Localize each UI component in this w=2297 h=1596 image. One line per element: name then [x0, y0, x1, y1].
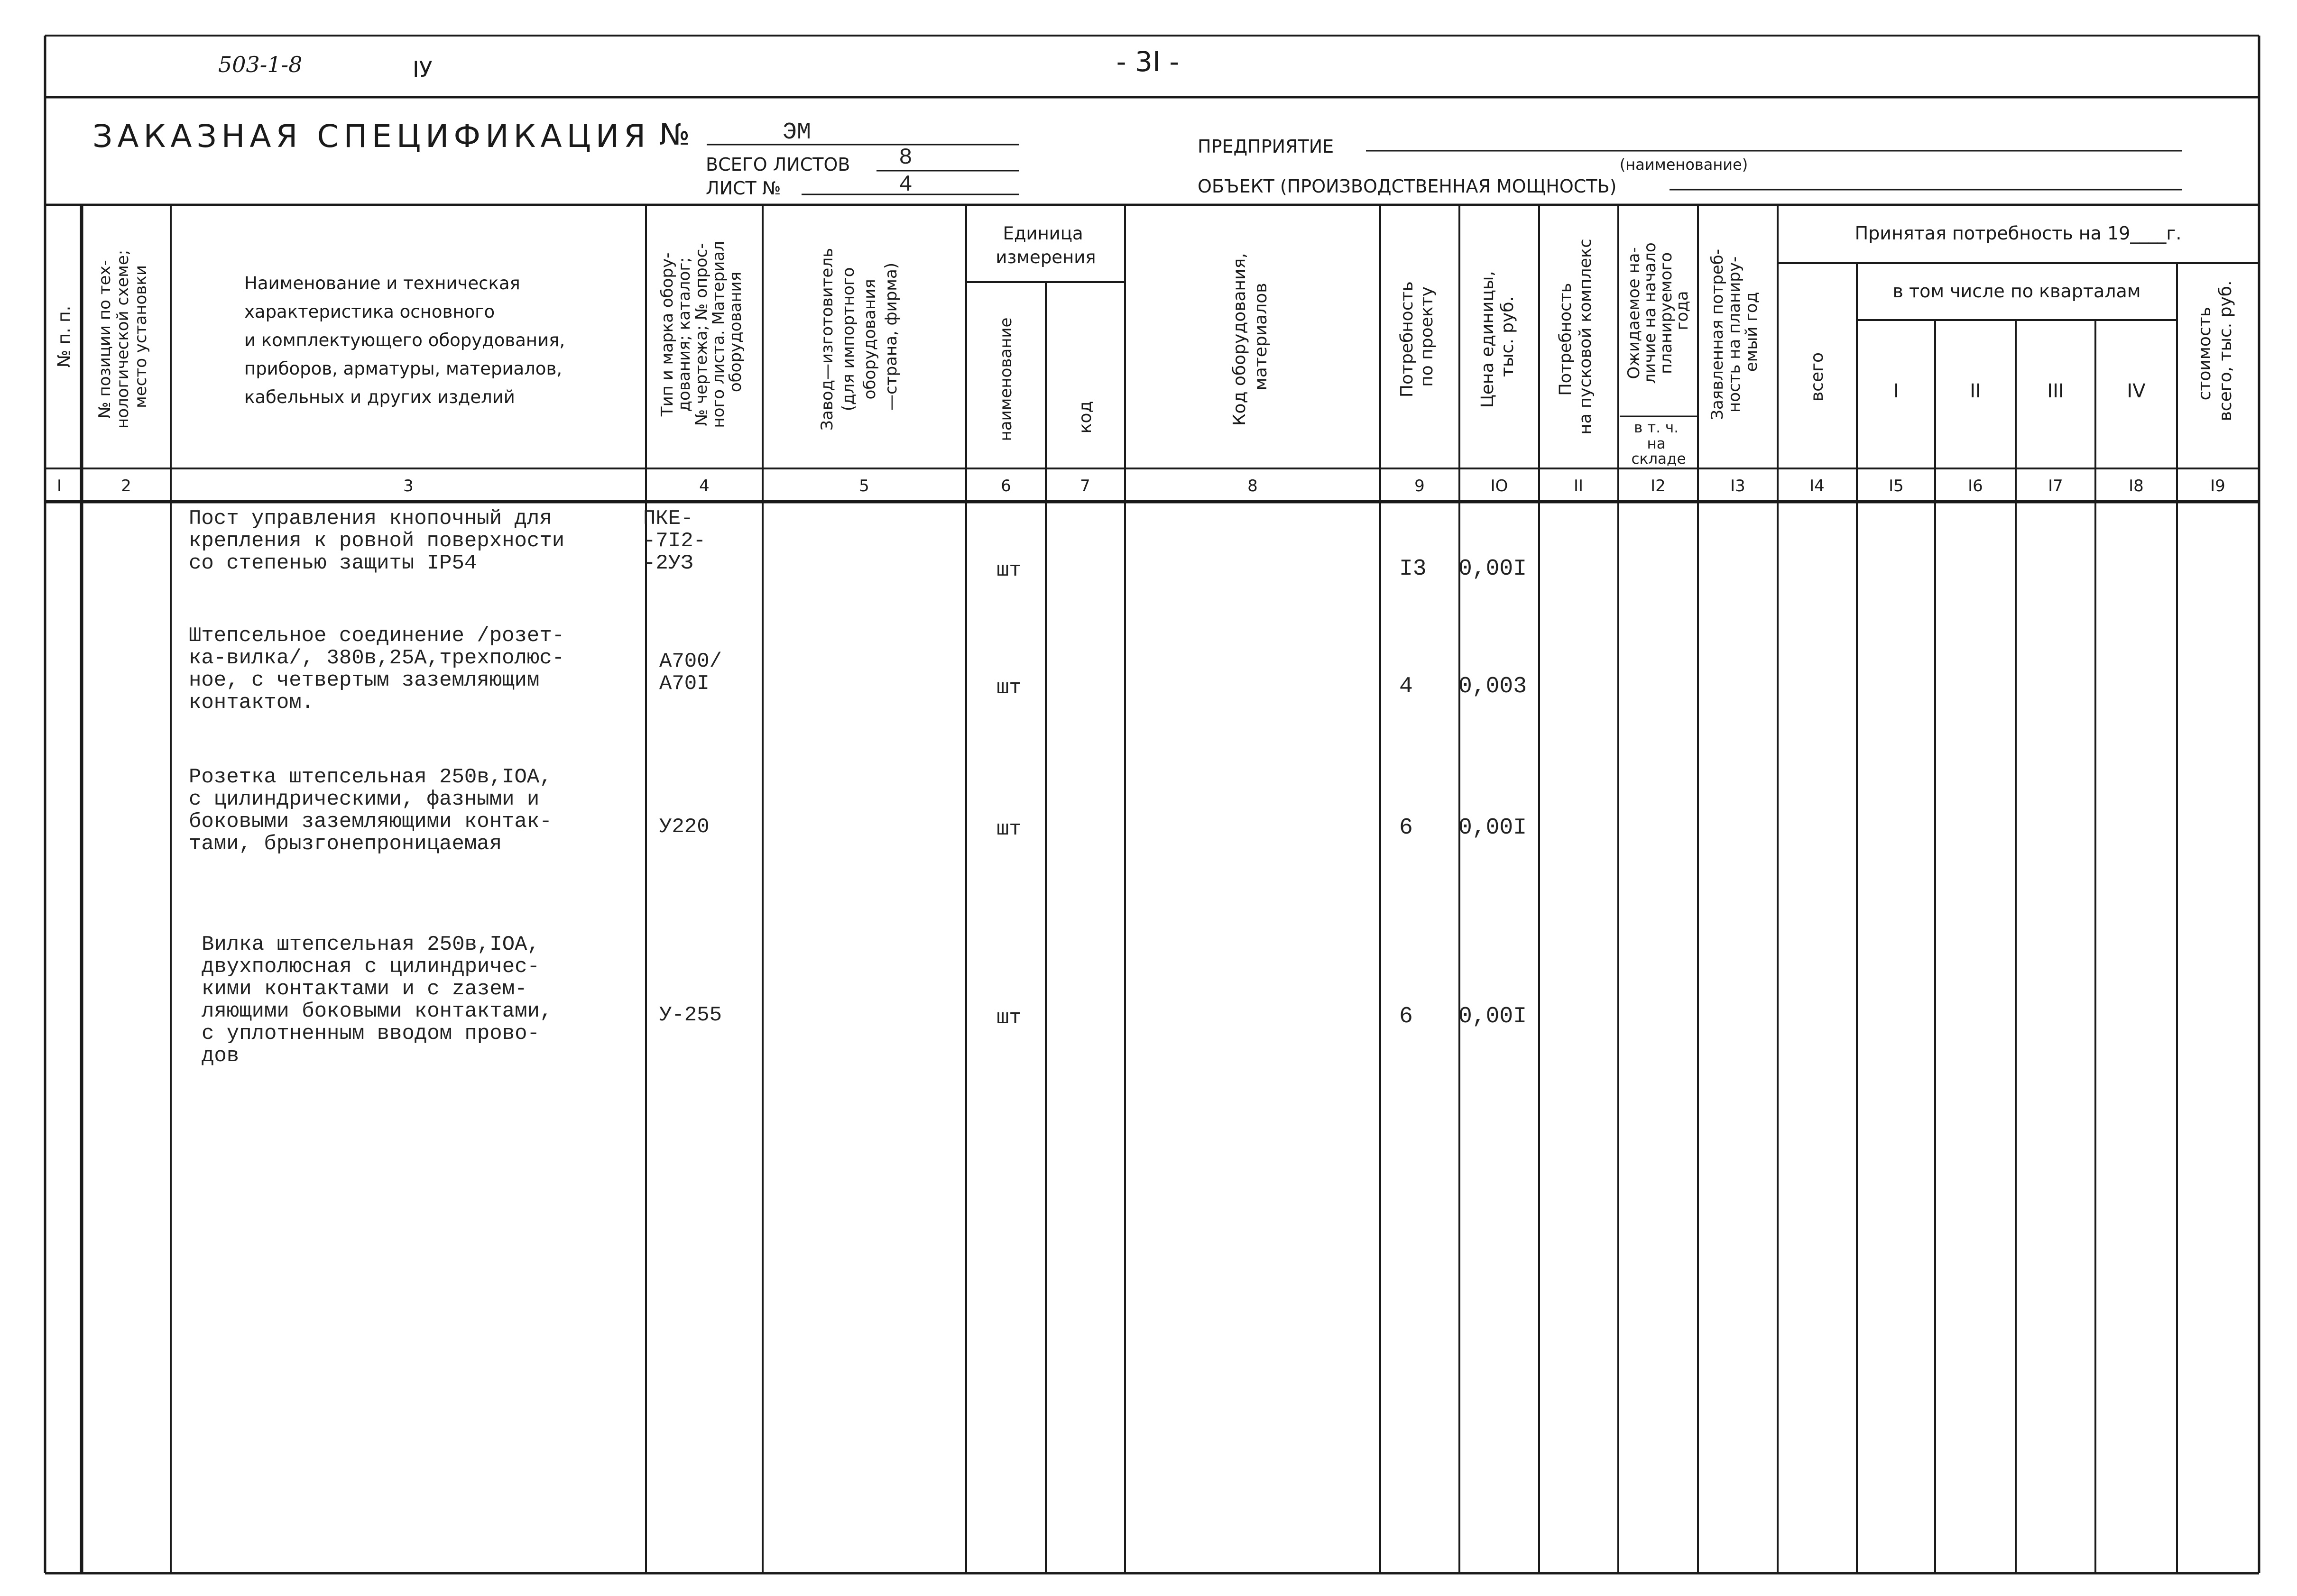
col-heading-q2: II: [1970, 380, 1981, 402]
svg-text:I4: I4: [1809, 477, 1825, 495]
album-number: IУ: [413, 56, 433, 82]
item-type: У220: [659, 815, 710, 839]
svg-text:I8: I8: [2129, 477, 2144, 495]
total-sheets-value: 8: [899, 145, 913, 171]
svg-text:I6: I6: [1968, 477, 1983, 495]
item-price: 0,00I: [1458, 556, 1527, 582]
item-quantity: 4: [1399, 674, 1413, 699]
item-name: Вилка штепсельная 250в,IОА, двухполюсная с цилиндричес- кими контактами и с zазем- ляющими боковыми контактами, с уплотненным вводом прово- дов: [202, 933, 553, 1068]
svg-text:I7: I7: [2048, 477, 2063, 495]
svg-text:7: 7: [1080, 477, 1090, 495]
page-number: - 3I -: [1116, 46, 1180, 78]
document-code: 503-1-8: [218, 52, 303, 77]
item-price: 0,00I: [1458, 815, 1527, 841]
item-unit: шт: [996, 1006, 1022, 1030]
svg-text:IO: IO: [1490, 477, 1508, 495]
item-price: 0,003: [1458, 674, 1527, 699]
table-row: [202, 933, 1527, 1068]
col-heading-unit-group: Единица измерения: [996, 223, 1096, 267]
col-heading-unit-name: наименование: [996, 317, 1015, 441]
spec-number-value: ЭМ: [783, 119, 812, 146]
item-unit: шт: [996, 559, 1022, 582]
svg-text:6: 6: [1001, 477, 1011, 495]
item-unit: шт: [996, 676, 1022, 700]
item-price: 0,00I: [1458, 1004, 1527, 1029]
svg-text:5: 5: [859, 477, 869, 495]
col-heading-position: № позиции по тех- нологической схеме; место установки: [95, 249, 150, 429]
svg-text:8: 8: [1247, 477, 1258, 495]
table-row: [189, 507, 1527, 582]
svg-text:3: 3: [403, 477, 414, 495]
item-unit: шт: [996, 817, 1022, 841]
col-heading-manufacturer: Завод—изготовитель (для импортного оборудования —страна, фирма): [818, 248, 901, 431]
svg-text:II: II: [1573, 477, 1584, 495]
table-row: [189, 624, 1527, 715]
svg-text:I5: I5: [1889, 477, 1904, 495]
col-heading-row-number: № п. п.: [55, 305, 74, 368]
col-heading-expected-stock: Ожидаемое на- личие на начало планируемого года: [1624, 242, 1692, 384]
sheet-number-label: ЛИСТ №: [706, 178, 781, 199]
col-heading-cost: стоимость всего, тыс. руб.: [2195, 280, 2235, 422]
item-type: А700/ А70I: [659, 650, 722, 696]
column-numbers: [57, 477, 2225, 495]
svg-text:4: 4: [699, 477, 710, 495]
col-heading-q4: IV: [2127, 380, 2146, 402]
table-row: [189, 765, 1527, 856]
form-title: ЗАКАЗНАЯ СПЕЦИФИКАЦИЯ: [92, 118, 651, 155]
item-type: У-255: [659, 1003, 722, 1027]
col-heading-equipment-code: Код оборудования, материалов: [1230, 253, 1271, 426]
enterprise-label: ПРЕДПРИЯТИЕ: [1198, 136, 1334, 157]
svg-text:9: 9: [1414, 477, 1425, 495]
svg-text:2: 2: [121, 477, 131, 495]
col-heading-in-stock: в т. ч. на складе: [1631, 419, 1686, 468]
total-sheets-label: ВСЕГО ЛИСТОВ: [706, 154, 850, 175]
item-quantity: 6: [1399, 1004, 1413, 1029]
object-label: ОБЪЕКТ (ПРОИЗВОДСТВЕННАЯ МОЩНОСТЬ): [1198, 176, 1617, 197]
item-quantity: 6: [1399, 815, 1413, 841]
item-quantity: I3: [1399, 556, 1427, 582]
svg-text:I3: I3: [1730, 477, 1745, 495]
col-heading-total: всего: [1808, 352, 1827, 402]
sheet-number-value: 4: [899, 172, 913, 198]
col-heading-unit-code: код: [1076, 401, 1095, 434]
col-heading-launch-need: Потребность на пусковой комплекс: [1556, 238, 1595, 435]
svg-text:I: I: [56, 477, 62, 495]
item-name: Розетка штепсельная 250в,IОА, с цилиндрическими, фазными и боковыми заземляющими контак- тами, брызгонепроницаемая: [189, 765, 552, 856]
col-heading-q3: III: [2047, 380, 2064, 402]
col-heading-name: Наименование и техническая характеристика основного и комплектующего оборудования, приборов, арматуры, материалов, кабельных и других изделий: [244, 273, 565, 407]
item-type: ПКЕ- -7I2- -2УЗ: [643, 507, 706, 575]
enterprise-note: (наименование): [1619, 156, 1748, 174]
col-heading-project-need: Потребность по проекту: [1397, 281, 1437, 398]
item-name: Пост управления кнопочный для крепления к ровной поверхности со степенью защиты IP54: [189, 507, 565, 575]
col-heading-declared-need: Заявленная потреб- ность на планиру- емый год: [1708, 248, 1761, 420]
col-heading-unit-price: Цена единицы, тыс. руб.: [1478, 271, 1517, 408]
col-heading-q1: I: [1893, 380, 1899, 402]
spec-number-sign: №: [659, 117, 690, 152]
svg-text:I9: I9: [2210, 477, 2225, 495]
col-heading-type: Тип и марка обору- дования; каталог; № чертежа; № опрос- ного листа. Материал оборудования: [658, 241, 745, 428]
item-name: Штепсельное соединение /розет- ка-вилка/, 380в,25А,трехполюс- ное, с четвертым заземляющим контактом.: [189, 624, 565, 715]
col-heading-quarters-group: в том числе по кварталам: [1892, 281, 2141, 302]
svg-text:I2: I2: [1651, 477, 1666, 495]
col-heading-accepted-group: Принятая потребность на 19____г.: [1854, 223, 2182, 244]
